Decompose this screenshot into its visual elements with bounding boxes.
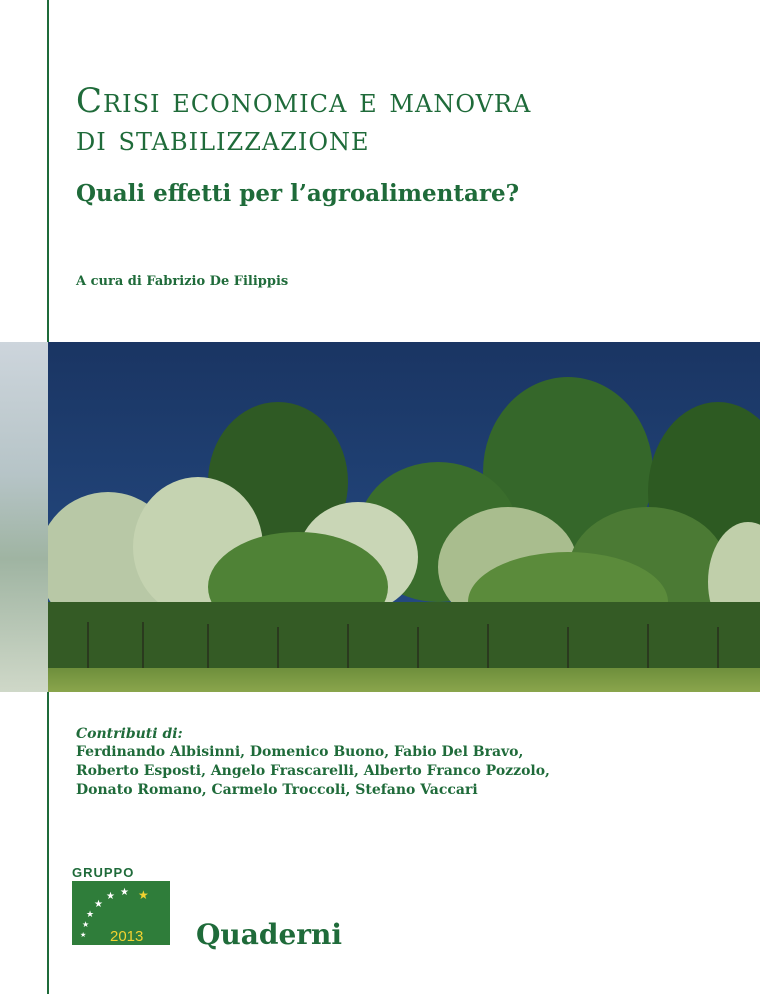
contributors-line-2: Roberto Esposti, Angelo Frascarelli, Alberto Franco Pozzolo, <box>76 763 550 779</box>
series-name: Quaderni <box>196 918 343 951</box>
book-title <box>76 81 532 159</box>
svg-text:★: ★ <box>86 910 95 920</box>
gruppo-2013-logo <box>72 865 170 945</box>
logo-accent-star-icon: ★ <box>138 888 149 902</box>
logo-top-text: GRUPPO <box>72 865 135 880</box>
contributors-line-3: Donato Romano, Carmelo Troccoli, Stefano Vaccari <box>76 782 478 798</box>
svg-text:★: ★ <box>94 899 103 910</box>
book-title-line-2: di stabilizzazione <box>76 119 370 159</box>
svg-text:★: ★ <box>106 891 115 902</box>
book-subtitle: Quali effetti per l’agroalimentare? <box>76 180 520 207</box>
logo-year: 2013 <box>110 928 144 945</box>
meadow <box>48 668 760 692</box>
contributors-line-1: Ferdinando Albisinni, Domenico Buono, Fabio Del Bravo, <box>76 744 524 760</box>
svg-text:★: ★ <box>120 887 129 898</box>
editor-credit: A cura di Fabrizio De Filippis <box>76 274 289 289</box>
contributors-label: Contributi di: <box>76 726 183 742</box>
book-title-line-1: Crisi economica e manovra <box>76 81 532 121</box>
cover-photo-trees <box>48 342 760 692</box>
svg-text:★: ★ <box>80 931 87 939</box>
photo-side-strip <box>0 342 48 692</box>
svg-text:★: ★ <box>82 920 90 929</box>
